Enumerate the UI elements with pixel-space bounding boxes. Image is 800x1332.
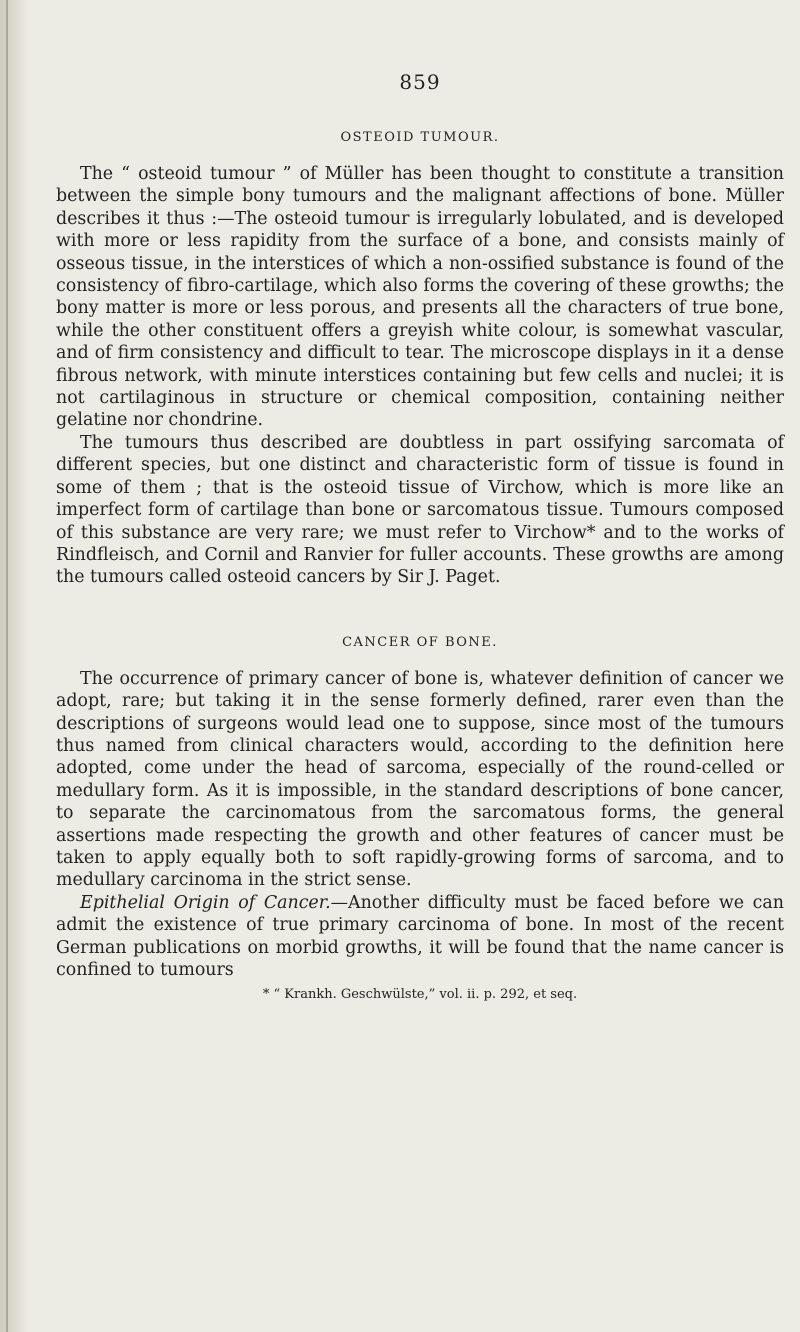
binding-gutter <box>0 0 28 1332</box>
paragraph-cancer-2 <box>56 892 784 982</box>
section-title-osteoid-tumour: OSTEOID TUMOUR. <box>340 130 500 145</box>
page-number: 859 <box>399 70 441 94</box>
section-spacer <box>56 589 784 635</box>
paragraph-osteoid-2: The tumours thus described are doubtless in part ossifying sarcomata of different species, but one distinct and characteristic form of tissue is found in some of them ; that is the osteoid tissue of Virchow, which is more like an imperfect form of cartilage than bone or sarcomatous tissue. Tumours composed of this substance are very rare; we must refer to Virchow* and to the works of Rindfleisch, and Cornil and Ranvier for fuller accounts. These growths are among the tumours called osteoid cancers by Sir J. Paget. <box>56 432 784 588</box>
section-title-cancer-of-bone: CANCER OF BONE. <box>342 634 498 650</box>
paragraph-cancer-1: The occurrence of primary cancer of bone is, whatever definition of cancer we adopt, rare; but taking it in the sense formerly defined, rarer even than the descriptions of surgeons would lead one to suppose, since most of the tumours thus named from clinical characters would, according to the definition here adopted, come under the head of sarcoma, especially of the round-celled or medullary form. As it is impossible, in the standard descriptions of bone cancer, to separate the carcinomatous from the sarcomatous forms, the general assertions made respecting the growth and other features of cancer must be taken to apply equally both to soft rapidly-growing forms of sarcoma, and to medullary carcinoma in the strict sense. <box>56 668 784 891</box>
book-page <box>56 70 784 1002</box>
footnote: * “ Krankh. Geschwülste,” vol. ii. p. 292, et seq. <box>262 987 578 1003</box>
paragraph-osteoid-1: The “ osteoid tumour ” of Müller has been thought to constitute a transition between the simple bony tumours and the malignant affections of bone. Müller describes it thus :—The osteoid tumour is irregularly lobulated, and is developed with more or less rapidity from the surface of a bone, and consists mainly of osseous tissue, in the interstices of which a non-ossified substance is found of the consistency of fibro-cartilage, which also forms the covering of these growths; the bony matter is more or less porous, and presents all the characters of true bone, while the other constituent offers a greyish white colour, is somewhat vascular, and of firm consistency and difficult to tear. The microscope displays in it a dense fibrous network, with minute interstices containing but few cells and nuclei; it is not cartilaginous in structure or chemical composition, containing neither gelatine nor chondrine. <box>56 164 784 431</box>
paragraph-cancer-2-body: —Another difficulty must be faced before we can admit the existence of true primary carcinoma of bone. In most of the recent German publications on morbid growths, it will be found that the name cancer is confined to tumours <box>56 892 784 980</box>
binding-edge-line <box>6 0 8 1332</box>
paragraph-inline-heading: Epithelial Origin of Cancer. <box>80 892 331 913</box>
